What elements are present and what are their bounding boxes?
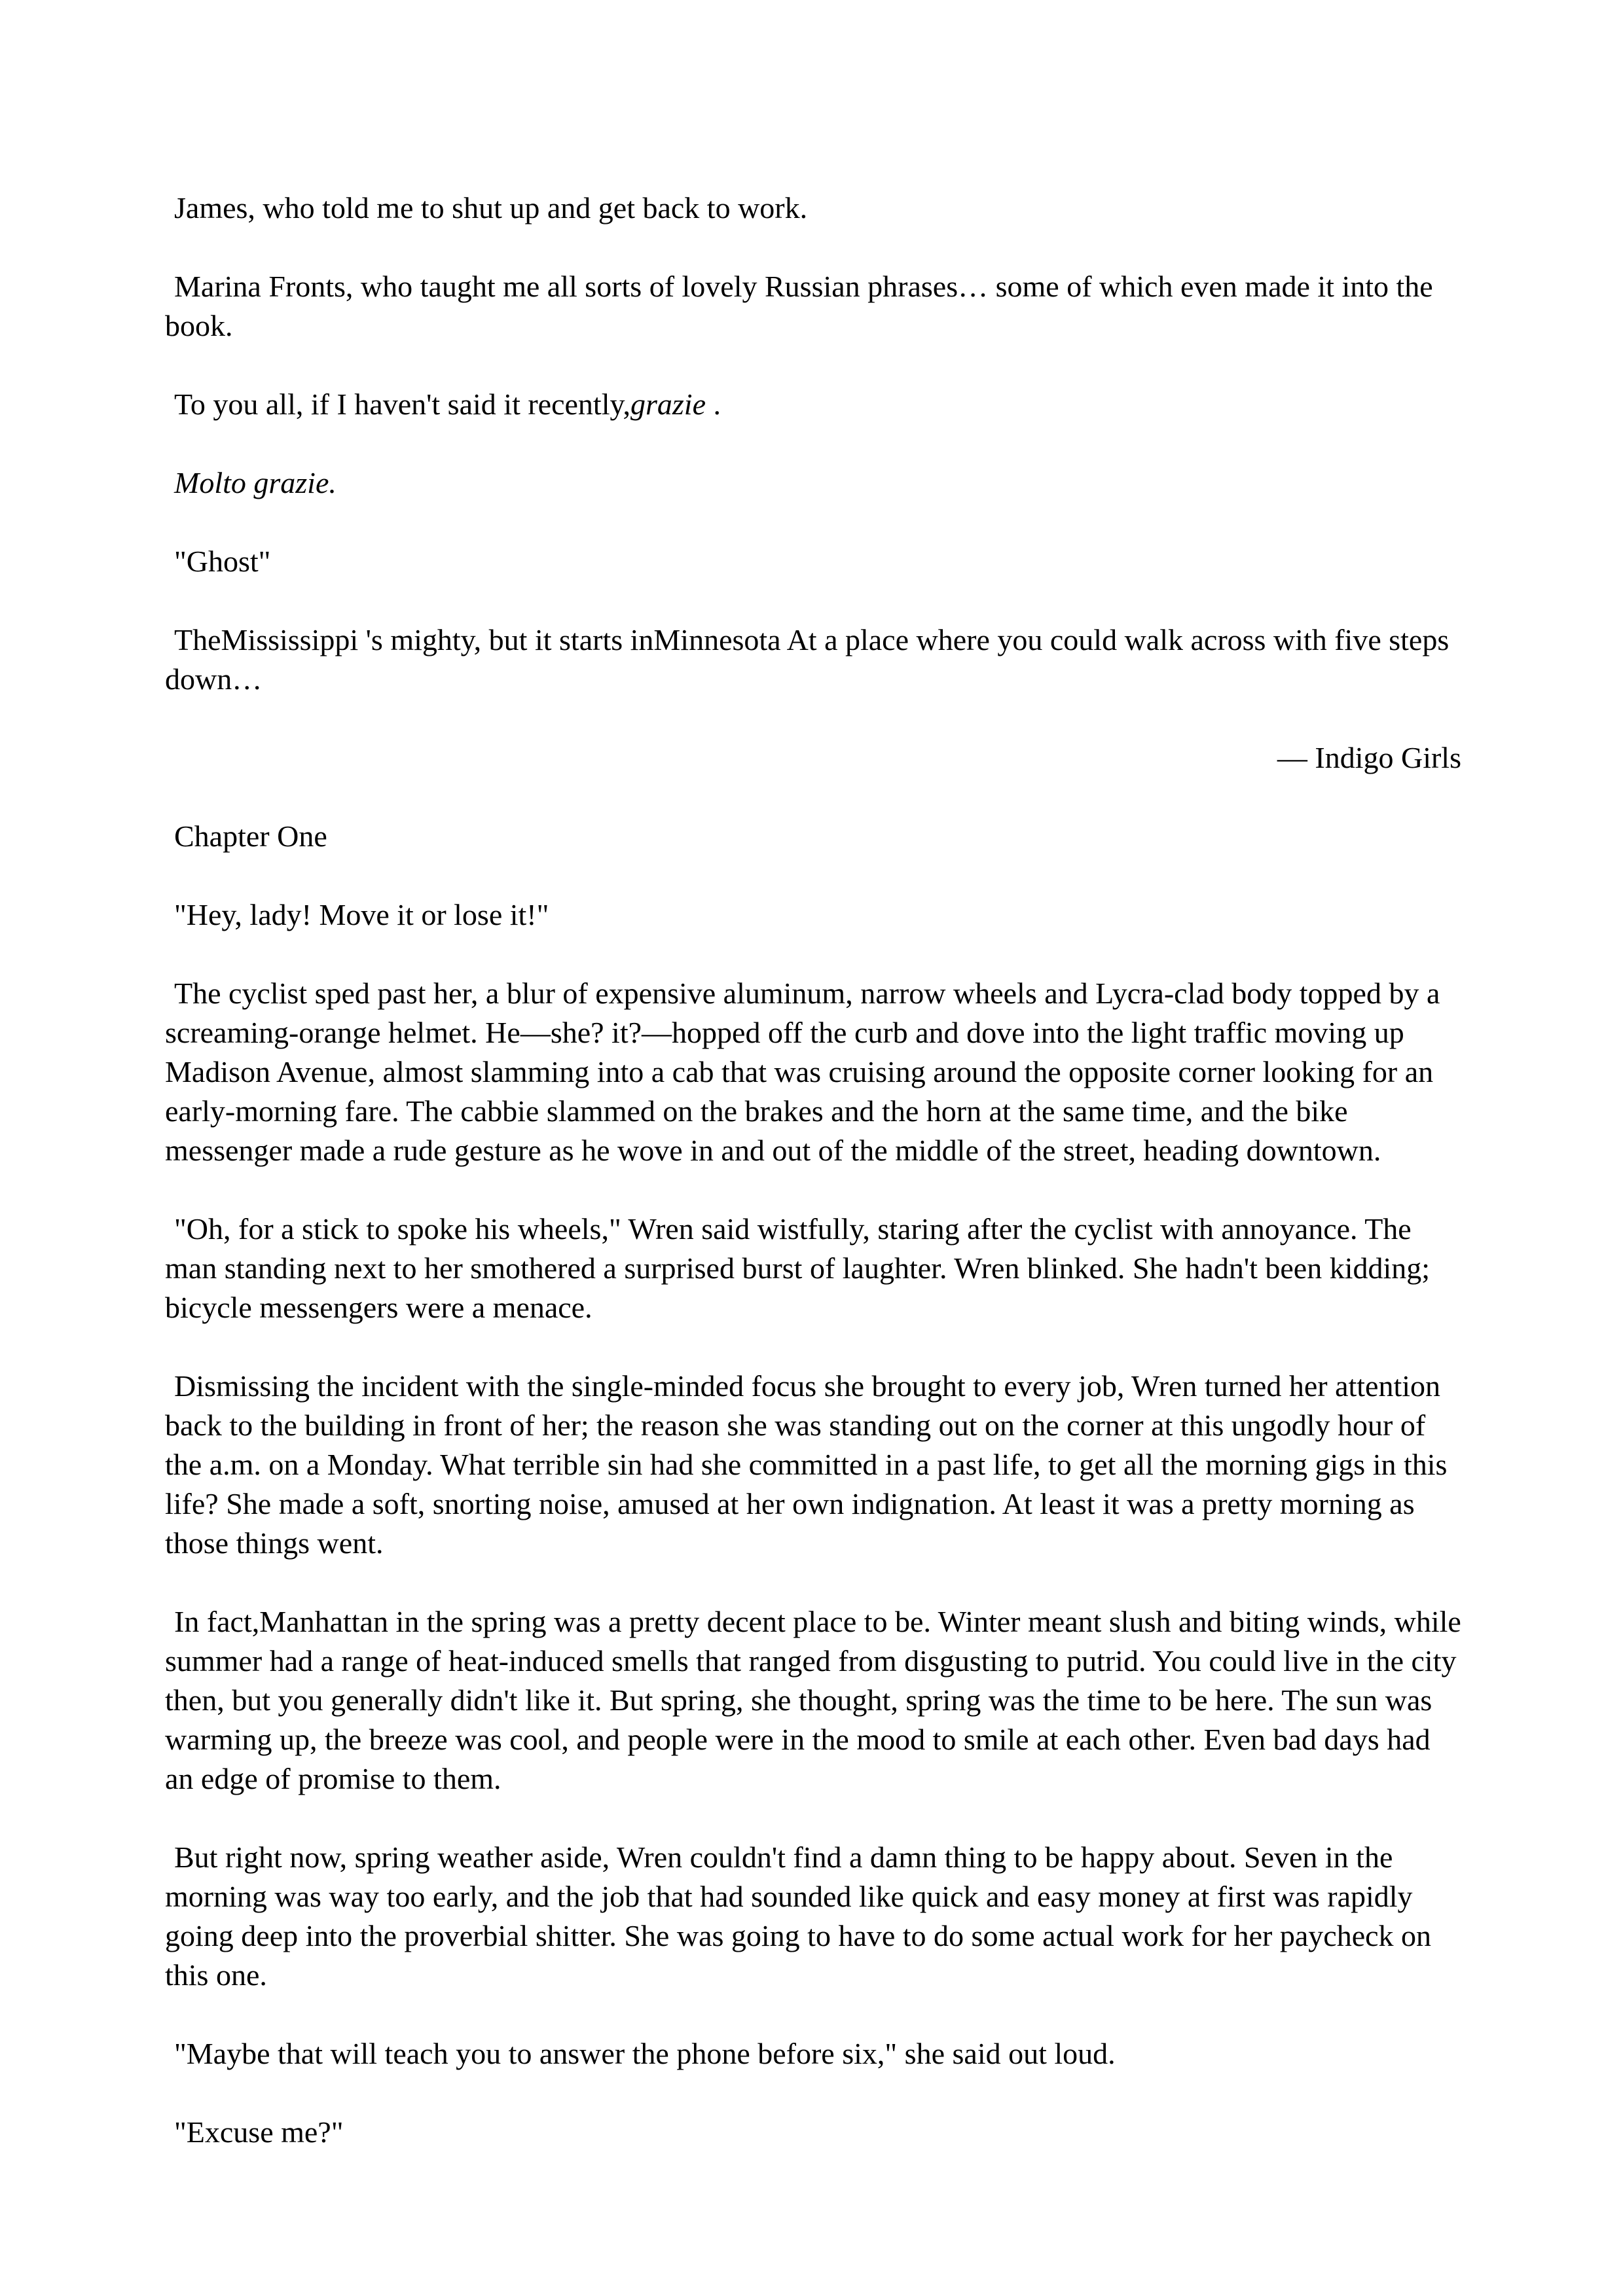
closing-italic: grazie xyxy=(630,387,706,421)
epigraph-quote: TheMississippi 's mighty, but it starts inMinnesota At a place where you could walk across with five steps down… xyxy=(165,623,1450,696)
story-paragraph: "Maybe that will teach you to answer the phone before six," she said out loud. xyxy=(174,2037,1116,2070)
story-paragraph: "Oh, for a stick to spoke his wheels," Wren said wistfully, staring after the cyclist with annoyance. The man standing next to her smothered a surprised burst of laughter. Wren blinked. She hadn't been kidding; bicycle messengers were a menace. xyxy=(165,1212,1431,1324)
story-paragraph: "Hey, lady! Move it or lose it!" xyxy=(174,898,549,931)
epigraph-attribution: — Indigo Girls xyxy=(1277,741,1461,774)
acknowledgment-paragraph: Marina Fronts, who taught me all sorts of lovely Russian phrases… some of which even made it into the book. xyxy=(165,270,1433,342)
story-paragraph: In fact,Manhattan in the spring was a pretty decent place to be. Winter meant slush and biting winds, while summer had a range of heat-induced smells that ranged from disgusting to putrid. You could live in the city then, but you generally didn't like it. But spring, she thought, spring was the time to be here. The sun was warming up, the breeze was cool, and people were in the mood to smile at each other. Even bad days had an edge of promise to them. xyxy=(165,1605,1461,1795)
closing-tail: . xyxy=(706,387,721,421)
chapter-heading: Chapter One xyxy=(174,819,327,853)
story-paragraph: But right now, spring weather aside, Wren couldn't find a damn thing to be happy about. Seven in the morning was way too early, and the job that had sounded like quick and easy money at first was rapidly going deep into the proverbial shitter. She was going to have to do some actual work for her paycheck on this one. xyxy=(165,1840,1432,1992)
body-text xyxy=(165,188,1461,2191)
story-paragraph: The cyclist sped past her, a blur of expensive aluminum, narrow wheels and Lycra-clad body topped by a screaming-orange helmet. He—she? it?—hopped off the curb and dove into the light traffic moving up Madison Avenue, almost slamming into a cab that was cruising around the opposite corner looking for an early-morning fare. The cabbie slammed on the brakes and the horn at the same time, and the bike messenger made a rude gesture as he wove in and out of the middle of the street, heading downtown. xyxy=(165,977,1440,1167)
story-paragraph: "Excuse me?" xyxy=(174,2115,344,2149)
acknowledgment-paragraph: James, who told me to shut up and get back to work. xyxy=(174,191,808,224)
closing-text: To you all, if I haven't said it recently, xyxy=(174,387,630,421)
part-title: "Ghost" xyxy=(174,545,271,578)
acknowledgment-signoff: Molto grazie. xyxy=(174,466,337,499)
acknowledgment-closing xyxy=(165,385,1461,424)
story-paragraph: Dismissing the incident with the single-minded focus she brought to every job, Wren turned her attention back to the building in front of her; the reason she was standing out on the corner at this ungodly hour of the a.m. on a Monday. What terrible sin had she committed in a past life, to get all the morning gigs in this life? She made a soft, snorting noise, amused at her own indignation. At least it was a pretty morning as those things went. xyxy=(165,1369,1448,1560)
